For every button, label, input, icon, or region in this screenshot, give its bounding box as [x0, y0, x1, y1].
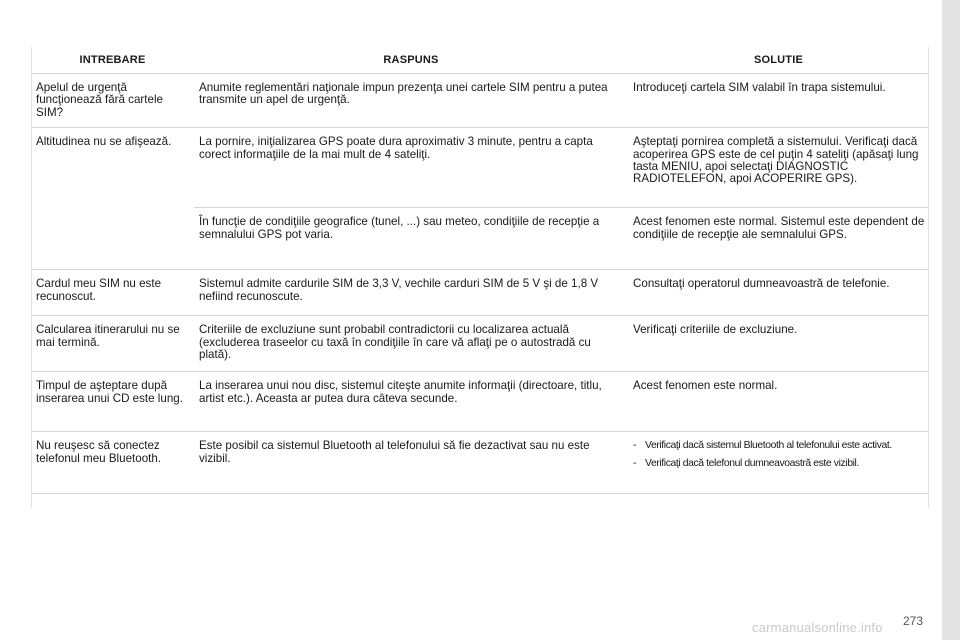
table-row-continuation [31, 208, 929, 270]
watermark: carmanualsonline.info [752, 620, 883, 635]
solution-item-text: Verificaţi dacă sistemul Bluetooth al telefonului este activat. [645, 440, 892, 452]
answer-cell: Anumite reglementări naţionale impun prezenţa unei cartele SIM pentru a putea transmite un apel de urgenţă. [199, 81, 608, 107]
table-row [31, 74, 929, 128]
solution-cell: Verificaţi criteriile de excluziune. [633, 323, 798, 337]
page-number: 273 [903, 614, 924, 628]
bullet-dash: - [633, 440, 637, 452]
question-cell: Calcularea itinerarului nu se mai termină. [36, 323, 180, 349]
list-item [633, 458, 925, 470]
answer-cell: Este posibil ca sistemul Bluetooth al telefonului să fie dezactivat sau nu este vizibil. [199, 439, 590, 465]
answer-cell: În funcţie de condiţiile geografice (tunel, ...) sau meteo, condiţiile de recepţie a semnalului GPS pot varia. [199, 215, 600, 241]
question-cell: Altitudinea nu se afişează. [36, 135, 172, 149]
solution-cell: Introduceţi cartela SIM valabil în trapa sistemului. [633, 81, 886, 94]
table-row [31, 316, 929, 372]
table-row [31, 432, 929, 494]
faq-table [31, 47, 929, 494]
page-edge-strip [942, 0, 960, 640]
answer-cell: Criteriile de excluziune sunt probabil contradictorii cu localizarea actuală (excluderea traseelor cu taxă în condiţiile în care vă aflaţi pe o autostradă cu plată). [199, 323, 591, 362]
answer-cell: Sistemul admite cardurile SIM de 3,3 V, vechile carduri SIM de 5 V şi de 1,8 V nefiind recunoscute. [199, 277, 599, 303]
solution-item-text: Verificaţi dacă telefonul dumneavoastră este vizibil. [645, 458, 859, 470]
list-item [633, 440, 925, 452]
question-cell: Nu reuşesc să conectez telefonul meu Bluetooth. [36, 439, 162, 465]
solution-cell: Acest fenomen este normal. Sistemul este dependent de condiţiile de recepţie ale semnalului GPS. [633, 215, 925, 241]
solution-cell: Acest fenomen este normal. [633, 379, 778, 393]
solution-cell [628, 432, 929, 494]
solution-cell: Consultaţi operatorul dumneavoastră de telefonie. [633, 277, 890, 291]
solution-cell: Aşteptaţi pornirea completă a sistemului. Verificaţi dacă acoperirea GPS este de cel puţin 4 sateliţi (apăsaţi lung tasta MENIU, apoi selectaţi DIAGNOSTIC RADIOTELEFON, apoi ACOPERIRE GPS). [633, 135, 919, 186]
header-answer: RASPUNS [194, 47, 628, 74]
solution-list [633, 440, 925, 470]
answer-cell: La pornire, iniţializarea GPS poate dura aproximativ 3 minute, pentru a capta corect informaţiile de la mai mult de 4 sateliţi. [199, 135, 593, 161]
question-cell: Cardul meu SIM nu este recunoscut. [36, 277, 162, 303]
answer-cell: La inserarea unui nou disc, sistemul citeşte anumite informaţii (directoare, titlu, artist etc.). Aceasta ar putea dura câteva secunde. [199, 379, 602, 405]
question-cell: Timpul de aşteptare după inserarea unui CD este lung. [36, 379, 183, 405]
table-row [31, 372, 929, 432]
table-row [31, 128, 929, 208]
header-question: INTREBARE [31, 47, 194, 74]
bullet-dash: - [633, 458, 637, 470]
table-header-row [31, 47, 929, 74]
table-row [31, 270, 929, 316]
question-cell: Apelul de urgenţă funcţionează fără cartele SIM? [36, 81, 163, 119]
header-solution: SOLUTIE [628, 47, 929, 74]
question-cell-empty [31, 208, 194, 270]
